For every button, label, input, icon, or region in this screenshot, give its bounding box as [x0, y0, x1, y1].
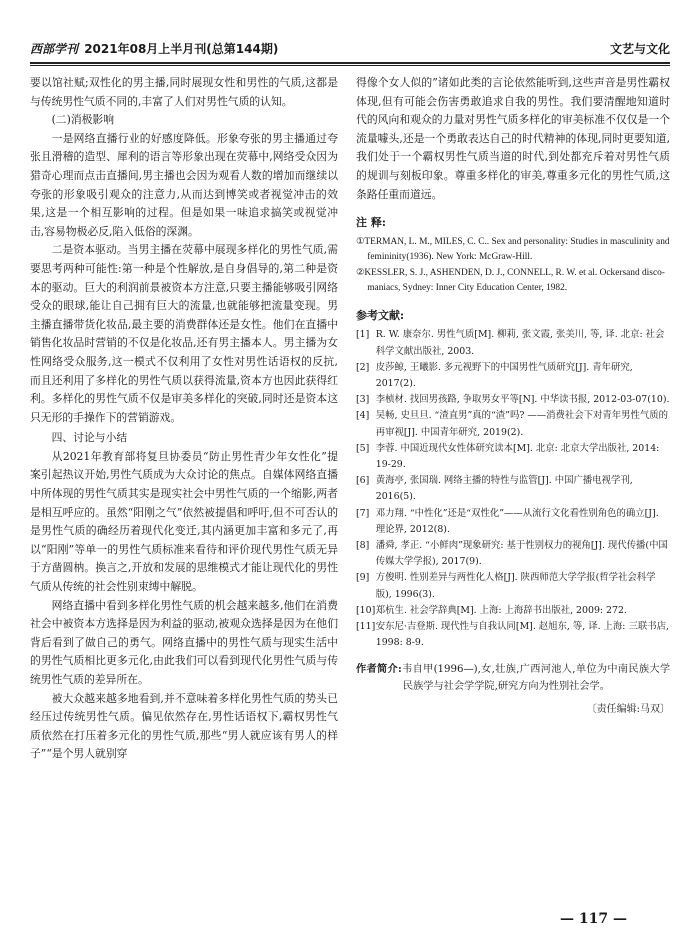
- reference-text: 李蓉. 中国近现代女性体研究读本[M]. 北京: 北京大学出版社, 2014: 19-29.: [375, 442, 660, 470]
- reference-number: [5]: [356, 442, 370, 454]
- reference-number: [11]: [356, 621, 376, 632]
- left-column: [30, 74, 338, 764]
- paragraph: 要以馆社赋;双性化的男主播,同时展现女性和男性的气质,这都是与传统男性气质不同的,丰富了人们对男性气质的认知。: [30, 76, 338, 108]
- reference-item: [356, 392, 670, 408]
- reference-text: 方俊明. 性别差异与两性化人格[J]. 陕西师范大学学报(哲学社会科学版), 1996(3).: [375, 572, 656, 600]
- reference-item: [356, 408, 670, 440]
- issue-info: 2021年08月上半月刊(总第144期): [84, 42, 279, 56]
- reference-item: [356, 619, 670, 651]
- author-bio-text: 韦自甲(1996—),女,壮族,广西河池人,单位为中南民族大学民族学与社会学学院,研究方向为性别社会学。: [401, 664, 671, 692]
- paragraph: 被大众越来越多地看到,并不意味着多样化男性气质的势头已经压过传统男性气质。偏见依然存在,男性话语权下,霸权男性气质依然在打压着多元化的男性气质,那些“男人就应该有男人的样子”“是个男人就别穿: [30, 691, 338, 761]
- paragraph: 从2021年教育部将复旦协委员“防止男性青少年女性化”提案引起热议开始,男性气质成为大众讨论的焦点。自媒体网络直播中所体现的男性气质其实是现实社会中男性气质的一个缩影,两者是相互呼应的。虽然“阳刚之气”依然被提倡和呼吁,但不可否认的是男性气质的确经历着现代化变迁,其内涵更加丰富和多元了,再以“阳刚”等单一的男性气质标准来看待和评价现代男性气质无异于方凿圆枘。换言之,开放和发展的思维模式才能让现代化的男性气质从传统的社会性别束缚中解脱。: [30, 449, 338, 594]
- author-bio-label: 作者简介:: [356, 663, 402, 676]
- reference-number: [4]: [356, 410, 370, 422]
- reference-text: 李桢材. 找回男孩路, 争取男女平等[N]. 中华读书报, 2012-03-07(10).: [375, 394, 670, 406]
- reference-text: R. W. 康奈尔. 男性气质[M]. 柳莉, 张文霞, 张美川, 等, 译. 北京: 社会科学文献出版社, 2003.: [375, 329, 665, 357]
- reference-number: [2]: [356, 361, 370, 373]
- reference-item: [356, 538, 670, 570]
- reference-item: [356, 603, 670, 619]
- header-rule-thick: [30, 62, 670, 64]
- journal-issue-line: [30, 40, 278, 57]
- reference-text: 皮莎鲸, 王曦影. 多元视野下的中国男性气质研究[J]. 青年研究, 2017(2).: [375, 361, 633, 389]
- section-name: 文艺与文化: [609, 42, 670, 56]
- journal-name: 西部学刊: [30, 42, 79, 56]
- note-item: ②KESSLER, S. J., ASHENDEN, D. J., CONNELL, R. W. et al. Ockersand disco-maniacs, Sydney: Inner City Education Center, 1982.: [356, 267, 665, 294]
- reference-number: [6]: [356, 475, 370, 487]
- reference-number: [10]: [356, 604, 376, 616]
- paragraph: 二是资本驱动。当男主播在荧幕中展现多样化的男性气质,需要思考两种可能性:第一种是个性解放,是自身倡导的,第二种是资本的驱动。巨大的利润前景被资本方注意,只要主播能够吸引网络受众的眼球,能让自己拥有巨大的流量,也就能够把流量变现。男主播直播带货化妆品,最主要的消费群体还是女性。他们在直播中销售化妆品时营销的不仅是化妆品,还有男主播本人。男主播为女性网络受众服务,这一模式不仅利用了女性对男性话语权的反抗,而且还利用了多样化的男性气质以获得流量,资本方也因此获得红利。多样化的男性气质不仅是审美多样化的突破,同时还是资本这只无形的手操作下的营销游戏。: [30, 243, 338, 424]
- paragraph: 一是网络直播行业的好感度降低。形象夸张的男主播通过夸张且滑稽的造型、犀利的语言等形象出现在荧幕中,网络受众因为猎奇心理而点击直播间,男主播也会因为观看人数的增加而继续以夸张的形象吸引观众的注意力,从而达到博笑或者视觉冲击的效果,这是一个相互影响的过程。但是如果一味追求搞笑或视觉冲击,容易物极必反,陷入低俗的深渊。: [30, 131, 338, 238]
- running-header: [30, 40, 670, 64]
- reference-item: [356, 473, 670, 505]
- reference-number: [9]: [356, 572, 370, 584]
- subheading-negative-effects: (二)消极影响: [51, 113, 115, 127]
- reference-number: [8]: [356, 539, 370, 551]
- reference-item: [356, 360, 670, 392]
- paragraph: 得像个女人似的”诸如此类的言论依然能听到,这些声音是男性霸权体现,但有可能会伤害勇敢追求自我的男性。我们要清醒地知道时代的风向和观众的力量对男性气质多样化的审美标准不仅仅是一个流量噱头,还是一个勇敢表达自己的时代精神的体现,同时更要知道,我们处于一个霸权男性气质当道的时代,到处都充斥着对男性气质的规训与刻板印象。尊重多样化的审美,尊重多元化的男性气质,这条路任重而道远。: [356, 76, 670, 201]
- reference-item: [356, 506, 670, 538]
- reference-number: [1]: [356, 329, 370, 341]
- author-bio: [356, 661, 670, 695]
- paragraph: 网络直播中看到多样化男性气质的机会越来越多,他们在消费社会中被资本方选择是因为利益的驱动,被观众选择是因为在他们背后看到了做自己的勇气。网络直播中的男性气质与现实生活中的男性气质相比更多元化,由此我们可以看到现代化男性气质与传统男性气质的差异所在。: [30, 598, 338, 686]
- reference-text: 安东尼·吉登斯. 现代性与自我认同[M]. 赵旭东, 等, 译. 上海: 三联书店, 1998: 8-9.: [375, 621, 669, 649]
- reference-item: [356, 327, 670, 359]
- reference-text: 邓力翔. “中性化”还是“双性化”——从流行文化看性别角色的确立[J]. 理论界, 2012(8).: [375, 507, 659, 535]
- references-heading: 参考文献:: [356, 308, 405, 322]
- reference-text: 吴畅, 史旦旦. “渣直男”真的“渣”吗? ——消费社会下对青年男性气质的再审视[J]. 中国青年研究, 2019(2).: [375, 410, 668, 438]
- reference-item: [356, 570, 670, 602]
- reference-number: [7]: [356, 507, 370, 519]
- reference-text: 郑杭生. 社会学辞典[M]. 上海: 上海辞书出版社, 2009: 272.: [375, 604, 627, 616]
- notes-heading: 注 释:: [356, 216, 386, 230]
- header-rule-thin: [30, 65, 670, 66]
- note-item: ①TERMAN, L. M., MILES, C. C.. Sex and personality: Studies in masculinity and femininity(1936). New York: McGraw-Hill.: [356, 236, 670, 263]
- reference-text: 黄海亭, 张国瑞. 网络主播的特性与监管[J]. 中国广播电视学刊, 2016(5).: [375, 475, 633, 503]
- responsible-editor: 〔责任编辑:马双〕: [586, 704, 670, 716]
- reference-item: [356, 441, 670, 473]
- right-column: [356, 74, 670, 720]
- reference-list: [356, 327, 670, 651]
- page-number: — 117 —: [560, 911, 627, 927]
- reference-number: [3]: [356, 394, 370, 406]
- reference-text: 潘舜, 孝正. “小鲜肉”现象研究: 基于性别权力的视角[J]. 现代传播(中国传媒大学学报), 2017(9).: [375, 539, 668, 568]
- section-heading-discussion: 四、讨论与小结: [51, 431, 128, 445]
